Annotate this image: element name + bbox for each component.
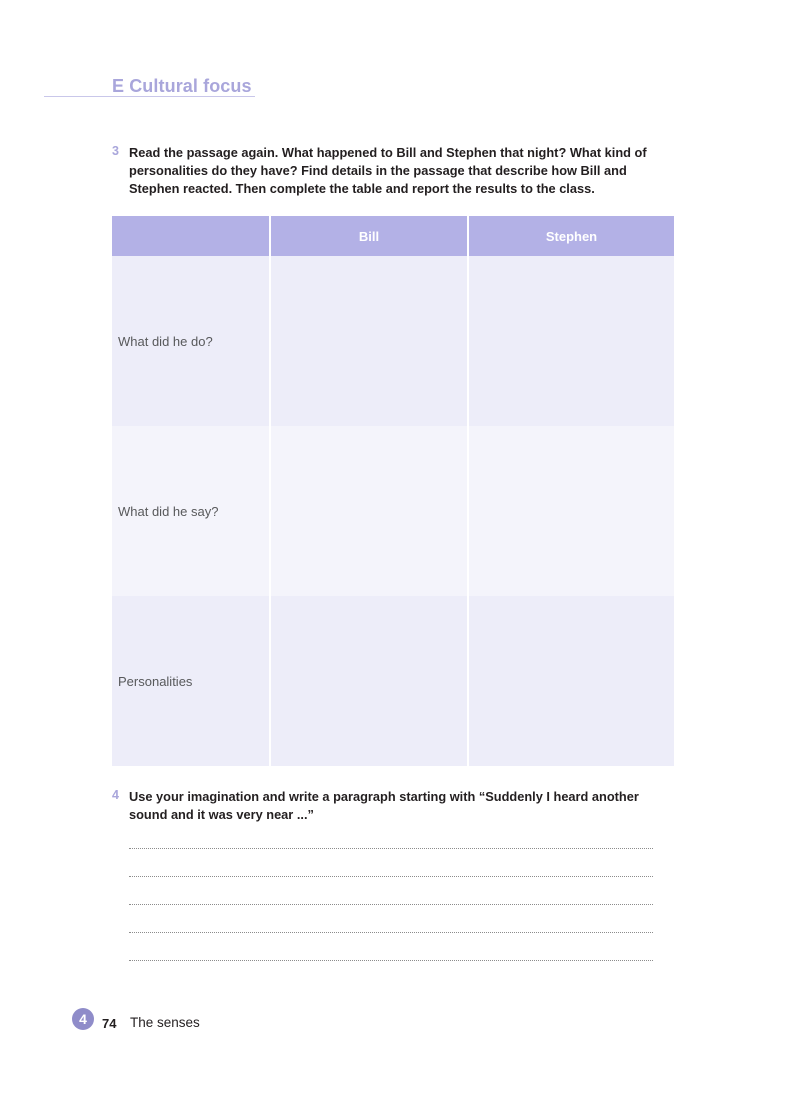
task-instructions: Read the passage again. What happened to Bill and Stephen that night? What kind of personalities do they have? Find details in the passage that describe how Bill and Stephen reacted. Then complete the table and report the results to the class. xyxy=(129,145,647,196)
stephen-cell[interactable] xyxy=(468,256,674,426)
row-label: What did he do? xyxy=(112,256,270,426)
section-heading-rule xyxy=(44,96,255,97)
row-label: What did he say? xyxy=(112,426,270,596)
task-number: 4 xyxy=(112,788,119,802)
task-3 xyxy=(112,144,672,198)
bill-cell[interactable] xyxy=(270,256,468,426)
writing-line xyxy=(129,905,653,933)
writing-area[interactable] xyxy=(129,848,653,961)
column-header-blank xyxy=(112,216,270,256)
stephen-cell[interactable] xyxy=(468,426,674,596)
page-number: 74 xyxy=(102,1016,117,1031)
row-label: Personalities xyxy=(112,596,270,766)
chapter-title: The senses xyxy=(130,1015,200,1030)
table-row xyxy=(112,596,674,766)
column-header-stephen: Stephen xyxy=(468,216,674,256)
bill-cell[interactable] xyxy=(270,596,468,766)
table-row xyxy=(112,256,674,426)
section-heading: E Cultural focus xyxy=(112,76,252,96)
chapter-badge: 4 xyxy=(72,1008,94,1030)
writing-line xyxy=(129,849,653,877)
table-row xyxy=(112,426,674,596)
task-number: 3 xyxy=(112,144,119,158)
bill-cell[interactable] xyxy=(270,426,468,596)
writing-line xyxy=(129,933,653,961)
stephen-cell[interactable] xyxy=(468,596,674,766)
task-4 xyxy=(112,788,672,824)
table-header-row xyxy=(112,216,674,256)
column-header-bill: Bill xyxy=(270,216,468,256)
comparison-table xyxy=(112,216,674,766)
writing-line xyxy=(129,877,653,905)
task-instructions: Use your imagination and write a paragraph starting with “Suddenly I heard another sound and it was very near ...” xyxy=(129,789,639,822)
